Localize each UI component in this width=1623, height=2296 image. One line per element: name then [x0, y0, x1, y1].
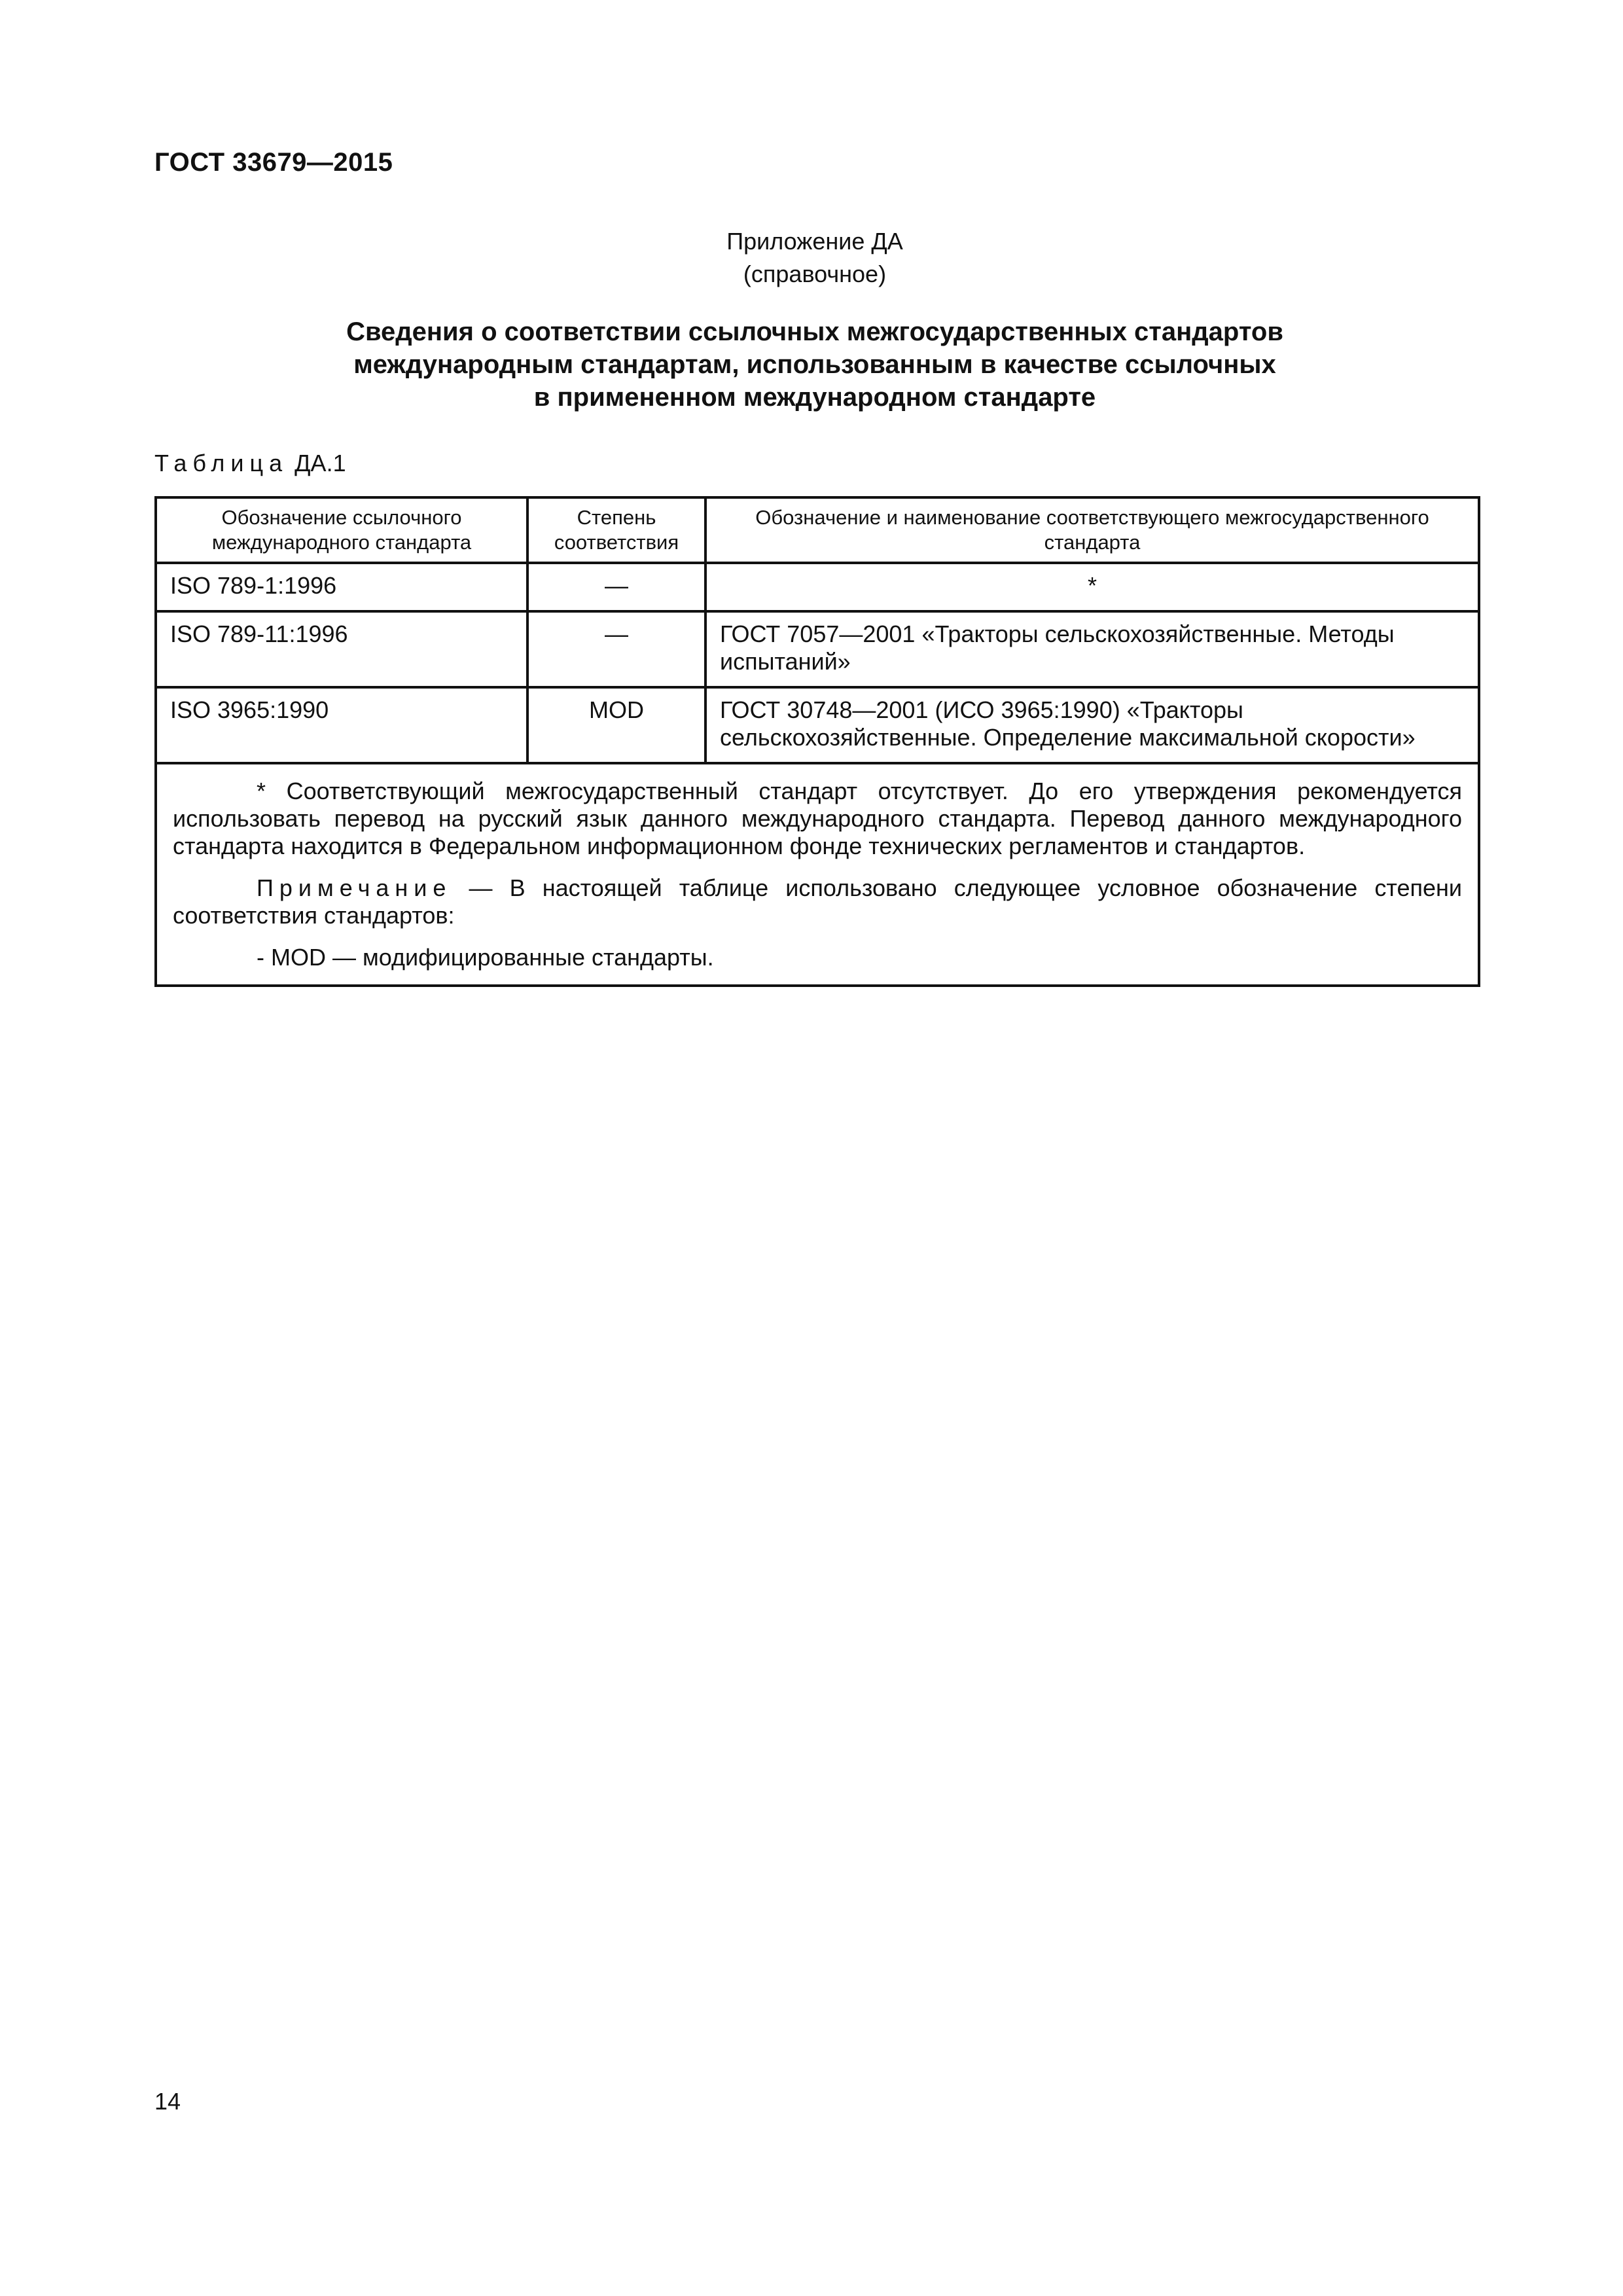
table-row [156, 611, 1479, 687]
appendix-type: (справочное) [743, 260, 887, 287]
cell-interstate-standard: * [705, 563, 1479, 611]
cell-interstate-standard: ГОСТ 30748—2001 (ИСО 3965:1990) «Тракторы сельскохозяйственные. Определение максимальной скорости» [705, 687, 1479, 763]
note-text: — В настоящей таблице использовано следующее условное обозначение степени соответствия стандартов: [173, 874, 1462, 929]
page-number: 14 [154, 2088, 181, 2115]
cell-degree: — [527, 611, 705, 687]
correspondence-table-wrapper [154, 496, 1478, 987]
cell-intl-standard: ISO 789-1:1996 [156, 563, 527, 611]
appendix-label: Приложение ДА [726, 228, 903, 255]
note-item: - MOD — модифицированные стандарты. [257, 944, 714, 971]
table-caption [154, 449, 346, 478]
table-footnote-row [156, 763, 1479, 986]
header-interstate-standard: Обозначение и наименование соответствующего межгосударственного стандарта [705, 497, 1479, 563]
cell-degree: — [527, 563, 705, 611]
cell-intl-standard: ISO 789-11:1996 [156, 611, 527, 687]
table-footnote-cell [156, 763, 1479, 986]
title-line-3: в примененном международном стандарте [533, 383, 1096, 412]
header-degree: Степень соответствия [527, 497, 705, 563]
cell-degree: MOD [527, 687, 705, 763]
header-intl-standard: Обозначение ссылочного международного стандарта [156, 497, 527, 563]
page-title [154, 315, 1475, 414]
document-code: ГОСТ 33679—2015 [154, 148, 393, 177]
appendix-heading [154, 225, 1475, 291]
table-row [156, 563, 1479, 611]
table-caption-word: Таблица [154, 450, 289, 476]
title-line-1: Сведения о соответствии ссылочных межгосударственных стандартов [346, 317, 1283, 346]
footnote-text: * Соответствующий межгосударственный стандарт отсутствует. До его утверждения рекомендуется использовать перевод на русский язык данного международного стандарта. Перевод данного международного стандарта находится в Федеральном информационном фонде технических регламентов и стандартов. [173, 778, 1462, 859]
correspondence-table [154, 496, 1480, 987]
table-caption-number: ДА.1 [294, 450, 346, 476]
cell-interstate-standard: ГОСТ 7057—2001 «Тракторы сельскохозяйственные. Методы испытаний» [705, 611, 1479, 687]
title-line-2: международным стандартам, использованным в качестве ссылочных [353, 350, 1276, 379]
note-label: Примечание [257, 874, 452, 901]
cell-intl-standard: ISO 3965:1990 [156, 687, 527, 763]
table-note [173, 874, 1462, 929]
table-header-row [156, 497, 1479, 563]
table-row [156, 687, 1479, 763]
